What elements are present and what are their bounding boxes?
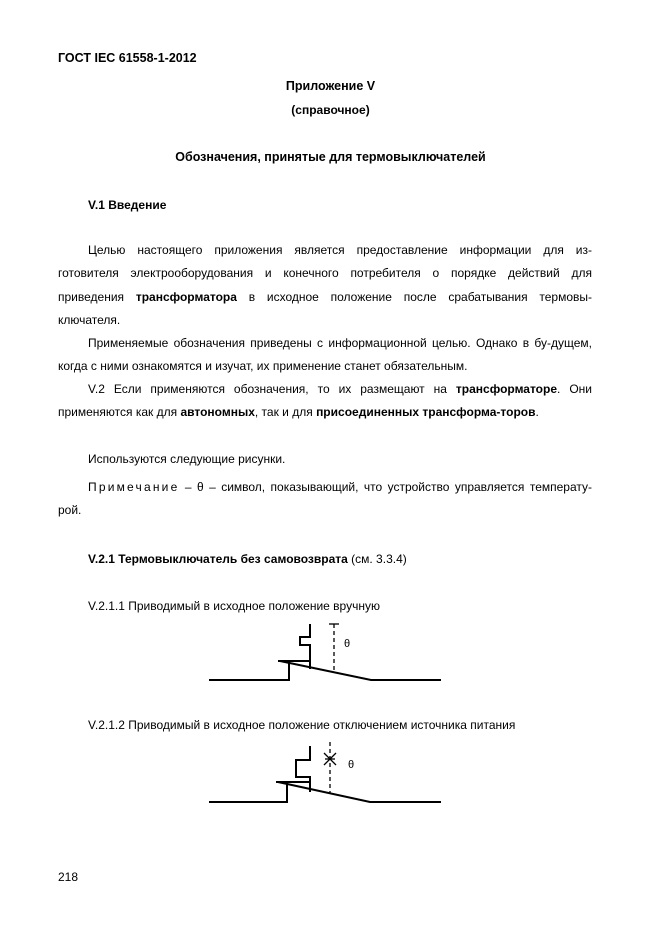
figure-1-thermal-link xyxy=(329,624,339,672)
section-v1-title: V.1 Введение xyxy=(88,198,167,212)
note-label: Примечание xyxy=(88,480,180,494)
paragraph-1 xyxy=(58,239,592,332)
p3-text-e: , так и для xyxy=(254,405,317,420)
p1-text-c: в исходное положение после срабатывания термовы-ключателя. xyxy=(58,289,592,327)
p3-text-g: . xyxy=(535,405,539,420)
p3-text-a: V.2 Если применяются обозначения, то их размещают на xyxy=(88,382,456,396)
p3-term-transformer: трансформаторе xyxy=(455,382,558,396)
annex-heading: Обозначения, принятые для термовыключателей xyxy=(175,150,486,164)
annex-kind: (справочное) xyxy=(291,103,370,117)
section-v21-ref: (см. 3.3.4) xyxy=(347,552,407,566)
note xyxy=(58,476,592,523)
section-v21-heading: V.2.1 Термовыключатель без самовозврата xyxy=(88,552,348,566)
document-header: ГОСТ IEC 61558-1-2012 xyxy=(58,51,197,65)
p3-term-autonomous: автономных xyxy=(180,405,255,420)
p2-text: Применяемые обозначения приведены с информационной целью. Однако в бу-дущем, когда с ними ознакомятся и изучат, их применение станет обязательным. xyxy=(58,336,592,374)
figure-2-thermal-link xyxy=(324,742,336,794)
annex-title: Приложение V xyxy=(285,79,376,93)
paragraph-2 xyxy=(58,332,592,379)
figure-1-caption: V.2.1.1 Приводимый в исходное положение вручную xyxy=(88,599,380,613)
figure-1-theta-symbol: θ xyxy=(344,638,351,650)
p4-text: Используются следующие рисунки. xyxy=(88,452,286,466)
p3-term-connected: присоединенных трансформа-торов xyxy=(316,405,536,420)
p1-text-a: Целью настоящего приложения является предоставление информации для из-готовителя электрооборудования и конечного потребителя о порядке действий для приведения xyxy=(58,243,592,304)
paragraph-4 xyxy=(58,448,592,471)
figure-2-switch-symbol xyxy=(209,746,441,802)
figure-2-theta-symbol: θ xyxy=(348,759,355,771)
figure-2-caption: V.2.1.2 Приводимый в исходное положение отключением источника питания xyxy=(88,718,516,732)
p1-term-transformer: трансформатора xyxy=(135,289,237,304)
section-v21-title xyxy=(88,552,407,566)
paragraph-3 xyxy=(58,378,592,425)
figure-1-switch-symbol xyxy=(209,624,441,680)
page-number: 218 xyxy=(58,870,79,884)
p3-text-c: . Они применяются как для xyxy=(58,382,592,420)
note-text: – θ – символ, показывающий, что устройство управляется температу-рой. xyxy=(58,480,592,518)
